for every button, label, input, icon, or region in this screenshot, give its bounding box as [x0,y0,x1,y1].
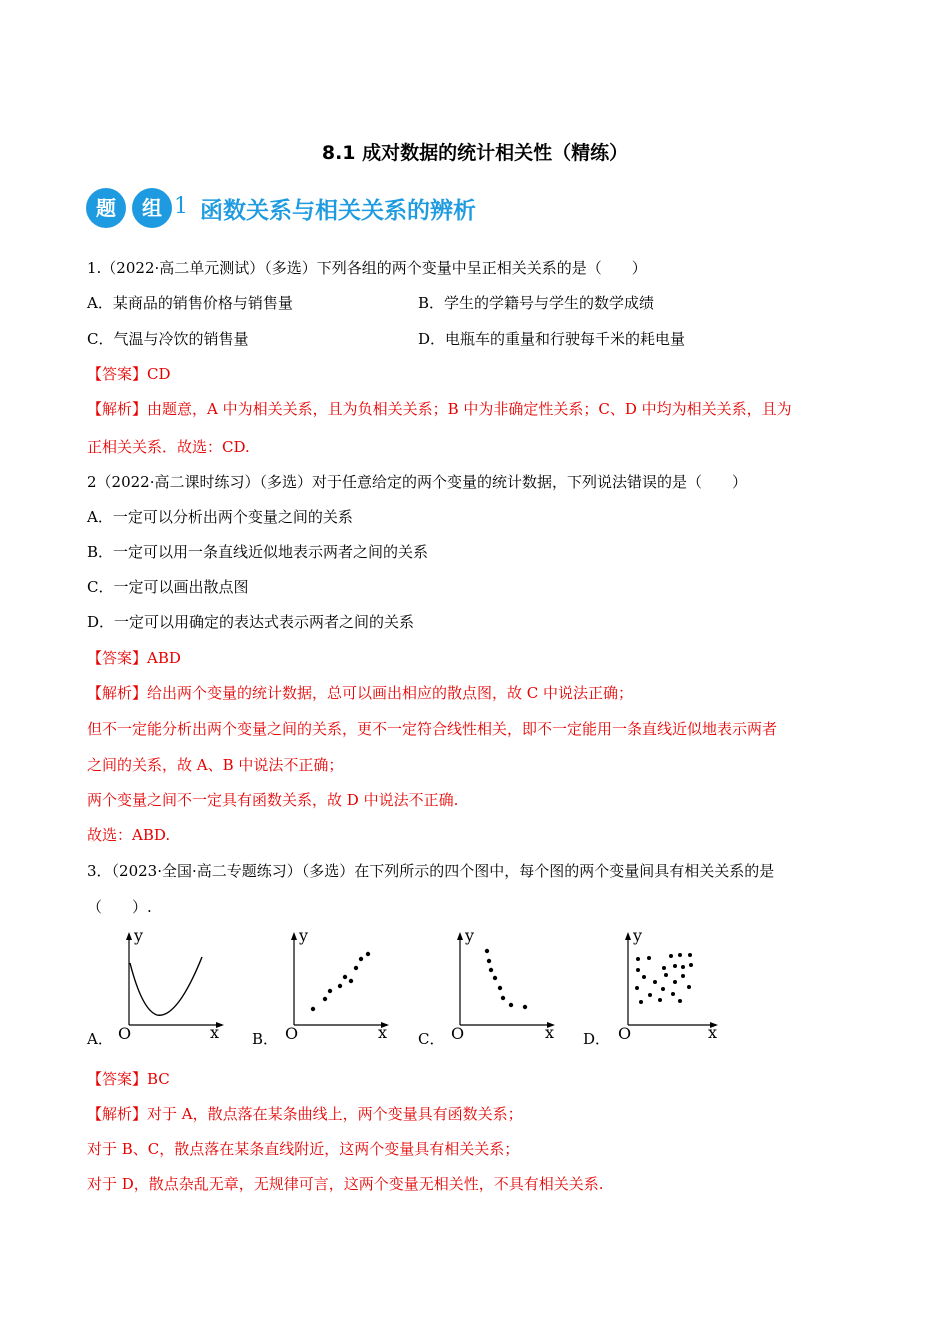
scatter-point [311,1007,315,1011]
figure-c-negative-scatter [443,925,563,1045]
q1-answer: 【答案】CD [87,365,171,383]
scatter-point [523,1005,527,1009]
q3-analysis-line: 对于 B、C，散点落在某条直线附近，这两个变量具有相关关系； [87,1140,520,1158]
scatter-point [498,986,502,990]
q2-analysis-line: 【解析】给出两个变量的统计数据，总可以画出相应的散点图，故 C 中说法正确； [87,684,634,702]
figure-b-positive-scatter [277,925,397,1045]
q2-analysis-line: 故选：ABD. [87,826,171,844]
q1-analysis-line: 【解析】由题意，A 中为相关关系，且为负相关关系；B 中为非确定性关系；C、D 中均为相关关系，且为 [87,400,792,418]
group-number: 1 [174,194,188,219]
y-axis-arrow [291,932,297,940]
group-badge-zu: 组 [132,188,172,228]
scatter-point [509,1003,513,1007]
q1-stem: 1.（2022·高二单元测试）（多选）下列各组的两个变量中呈正相关关系的是（ ） [87,259,647,277]
x-axis-label: x [708,1023,718,1042]
y-axis-label: y [633,926,643,945]
scatter-point [664,973,668,977]
q1-option-d: D．电瓶车的重量和行驶每千米的耗电量 [418,330,686,348]
q2-analysis-line: 两个变量之间不一定具有函数关系，故 D 中说法不正确. [87,791,459,809]
x-axis-label: x [378,1023,388,1042]
origin-label: O [618,1024,632,1043]
scatter-point [493,976,497,980]
scatter-point [489,968,493,972]
q2-analysis-line: 之间的关系，故 A、B 中说法不正确； [87,756,344,774]
origin-label: O [118,1024,132,1043]
scatter-point [338,984,342,988]
scatter-point [642,975,646,979]
page-title: 8.1 成对数据的统计相关性（精练） [321,142,629,164]
scatter-point [658,998,662,1002]
y-axis-label: y [134,926,144,945]
scatter-point [635,986,639,990]
scatter-point [487,959,491,963]
scatter-point [688,953,692,957]
scatter-point [673,964,677,968]
q3-analysis-line: 【解析】对于 A，散点落在某条曲线上，两个变量具有函数关系； [87,1105,523,1123]
q2-stem: 2（2022·高二课时练习）（多选）对于任意给定的两个变量的统计数据，下列说法错误的是（ ） [87,473,747,491]
scatter-point [661,987,665,991]
scatter-point [639,1000,643,1004]
q3-analysis-line: 对于 D，散点杂乱无章，无规律可言，这两个变量无相关性，不具有相关关系. [87,1175,604,1193]
scatter-point [662,966,666,970]
figure-d-random-scatter [608,925,728,1045]
scatter-point [636,957,640,961]
scatter-point [354,966,358,970]
scatter-point [681,974,685,978]
q2-analysis-line: 但不一定能分析出两个变量之间的关系，更不一定符合线性相关，即不一定能用一条直线近似地表示两者 [87,720,778,738]
y-axis-arrow [625,932,631,940]
y-axis-label: y [465,926,475,945]
scatter-point [647,956,651,960]
figure-label-c: C． [418,1030,445,1048]
curve [130,957,202,1015]
scatter-point [343,975,347,979]
q2-option-b: B．一定可以用一条直线近似地表示两者之间的关系 [87,543,429,561]
q3-stem: 3．（2023·全国·高二专题练习）（多选）在下列所示的四个图中，每个图的两个变量间具有相关关系的是 [87,862,775,880]
origin-label: O [285,1024,299,1043]
q1-option-c: C．气温与冷饮的销售量 [87,330,249,348]
group-header [86,188,786,232]
scatter-point [671,992,675,996]
group-title: 函数关系与相关关系的辨析 [200,198,476,224]
y-axis-arrow [126,932,132,940]
scatter-point [681,965,685,969]
origin-label: O [451,1024,465,1043]
figure-label-b: B． [252,1030,279,1048]
scatter-point [678,999,682,1003]
scatter-point [673,980,677,984]
q2-option-c: C．一定可以画出散点图 [87,578,249,596]
group-badge-ti: 题 [86,188,126,228]
scatter-point [359,957,363,961]
figure-a-curve-plot [112,925,232,1045]
scatter-point [669,954,673,958]
scatter-point [501,996,505,1000]
scatter-point [653,980,657,984]
q1-analysis-line: 正相关关系．故选：CD. [87,438,250,456]
x-axis-label: x [545,1023,555,1042]
scatter-point [648,993,652,997]
q2-option-d: D．一定可以用确定的表达式表示两者之间的关系 [87,613,415,631]
scatter-point [485,949,489,953]
q1-option-a: A．某商品的销售价格与销售量 [87,294,293,312]
scatter-point [328,989,332,993]
scatter-point [323,997,327,1001]
q1-option-b: B．学生的学籍号与学生的数学成绩 [418,294,655,312]
scatter-point [366,952,370,956]
scatter-point [678,953,682,957]
scatter-point [349,979,353,983]
q3-answer: 【答案】BC [87,1070,170,1088]
figure-label-d: D． [583,1030,611,1048]
figure-label-a: A． [87,1030,113,1048]
q2-option-a: A．一定可以分析出两个变量之间的关系 [87,508,353,526]
scatter-point [689,963,693,967]
x-axis-label: x [210,1023,220,1042]
q3-stem-cont: （ ）. [87,898,152,916]
scatter-point [636,968,640,972]
y-axis-label: y [299,926,309,945]
y-axis-arrow [457,932,463,940]
scatter-point [687,985,691,989]
q2-answer: 【答案】ABD [87,649,181,667]
